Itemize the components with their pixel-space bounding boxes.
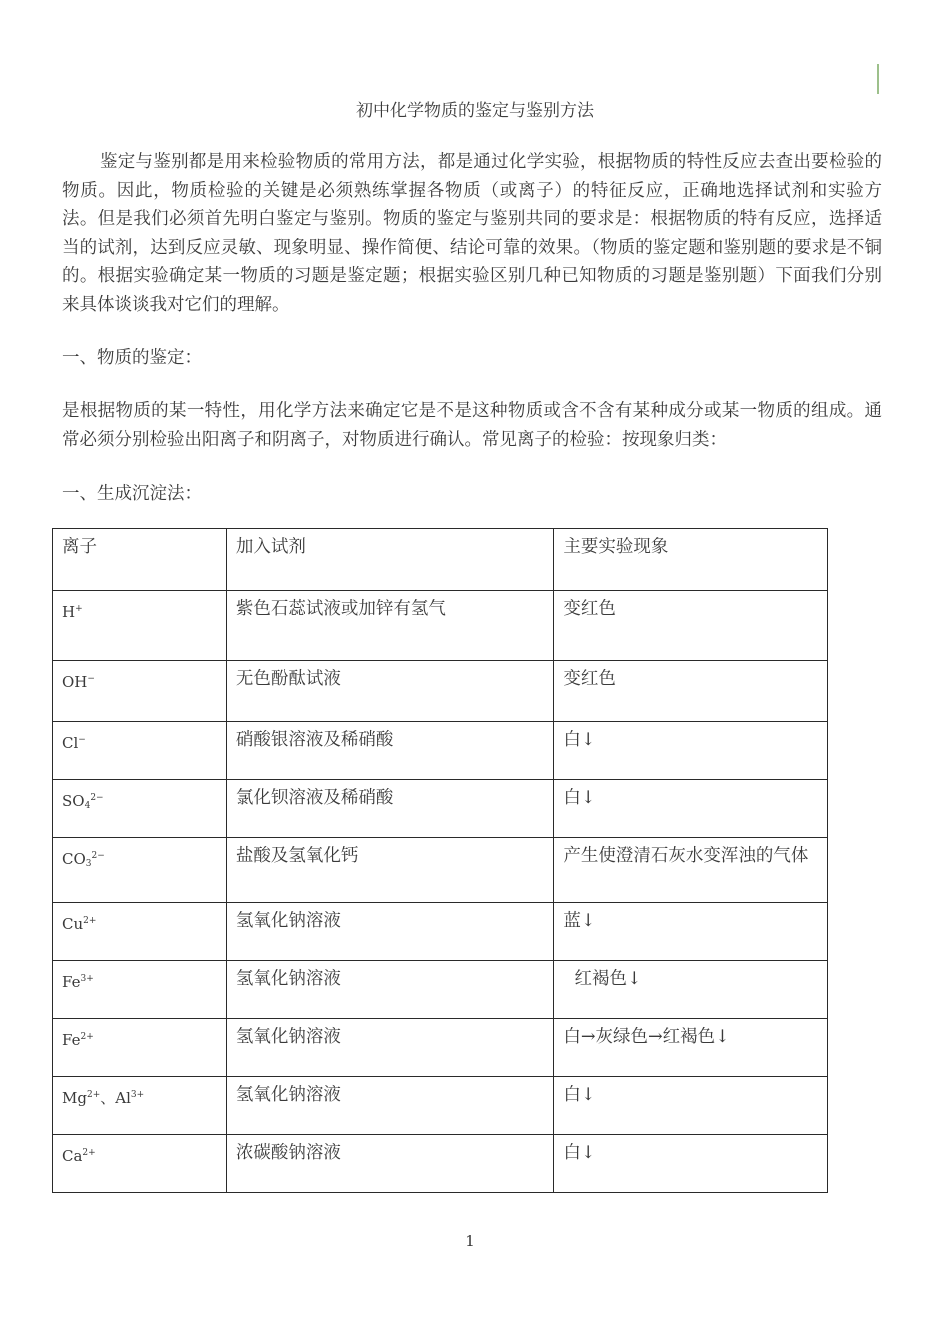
section-heading-identification: 一、物质的鉴定： bbox=[62, 348, 202, 368]
reagent-cell: 浓碳酸钠溶液 bbox=[226, 1135, 554, 1193]
ion-ion-base: Ca bbox=[62, 1147, 83, 1165]
ion-cell bbox=[53, 722, 227, 780]
ion-ion-sup: + bbox=[75, 604, 83, 614]
phenomenon-cell: 变红色 bbox=[554, 591, 828, 661]
ion-formula bbox=[62, 973, 94, 991]
phenomenon-cell: 产生使澄清石灰水变浑浊的气体 bbox=[554, 838, 828, 903]
phenomenon-cell: 变红色 bbox=[554, 661, 828, 722]
reagent-cell: 氢氧化钠溶液 bbox=[226, 961, 554, 1019]
ion-ion-sup: − bbox=[87, 674, 95, 684]
ion-formula bbox=[62, 734, 86, 752]
ion-formula bbox=[62, 1031, 94, 1049]
section-body-identification: 是根据物质的某一特性，用化学方法来确定它是不是这种物质或含不含有某种成分或某一物质的组成。通常必须分别检验出阳离子和阴离子，对物质进行确认。常见离子的检验：按现象归类： bbox=[62, 401, 882, 450]
ion-ion-sup: 3+ bbox=[80, 974, 94, 984]
ion-ion-base2: 、Al bbox=[100, 1089, 131, 1107]
phenomenon-cell: 红褐色↓ bbox=[554, 961, 828, 1019]
ion-ion-base: Fe bbox=[62, 1031, 81, 1049]
ion-formula bbox=[62, 915, 96, 933]
ion-ion-sup2: 3+ bbox=[130, 1090, 145, 1100]
ion-cell bbox=[53, 1077, 227, 1135]
table-row bbox=[53, 1019, 828, 1077]
table-row bbox=[53, 1077, 828, 1135]
section-heading-precipitation: 一、生成沉淀法： bbox=[62, 484, 202, 504]
ion-cell bbox=[53, 903, 227, 961]
ion-ion-base: OH bbox=[62, 673, 88, 691]
table-row bbox=[53, 838, 828, 903]
ion-ion-base: Mg bbox=[62, 1089, 87, 1107]
table-header-row bbox=[53, 529, 828, 591]
ion-ion-sup: 2+ bbox=[82, 1148, 96, 1158]
phenomenon-cell: 白↓ bbox=[554, 1135, 828, 1193]
ion-formula bbox=[62, 1147, 96, 1165]
table-row bbox=[53, 661, 828, 722]
ion-ion-sup: − bbox=[78, 735, 86, 745]
phenomenon-cell: 白↓ bbox=[554, 1077, 828, 1135]
ion-cell bbox=[53, 1135, 227, 1193]
ion-ion-sup: 2− bbox=[91, 851, 105, 861]
ion-ion-sub: 3 bbox=[85, 859, 92, 869]
header-reagent: 加入试剂 bbox=[226, 529, 554, 591]
ion-formula bbox=[62, 792, 104, 810]
ion-ion-base: SO bbox=[62, 792, 85, 810]
table-row bbox=[53, 722, 828, 780]
ion-cell bbox=[53, 780, 227, 838]
ion-formula bbox=[62, 1089, 144, 1107]
reagent-cell: 无色酚酞试液 bbox=[226, 661, 554, 722]
phenomenon-cell: 蓝↓ bbox=[554, 903, 828, 961]
ion-formula bbox=[62, 673, 95, 691]
table-row bbox=[53, 780, 828, 838]
reagent-cell: 氯化钡溶液及稀硝酸 bbox=[226, 780, 554, 838]
ion-ion-base: Cl bbox=[62, 734, 79, 752]
table-row bbox=[53, 961, 828, 1019]
reagent-cell: 盐酸及氢氧化钙 bbox=[226, 838, 554, 903]
ion-ion-sup: 2+ bbox=[86, 1090, 101, 1100]
ion-ion-base: Cu bbox=[62, 915, 84, 933]
table-row bbox=[53, 1135, 828, 1193]
ion-ion-sup: 2− bbox=[90, 793, 104, 803]
phenomenon-cell: 白↓ bbox=[554, 780, 828, 838]
ion-formula bbox=[62, 603, 83, 621]
ion-cell bbox=[53, 838, 227, 903]
document-title: 初中化学物质的鉴定与鉴别方法 bbox=[356, 101, 594, 121]
ion-ion-base: CO bbox=[62, 850, 86, 868]
ion-ion-sup: 2+ bbox=[83, 916, 97, 926]
reagent-cell: 紫色石蕊试液或加锌有氢气 bbox=[226, 591, 554, 661]
intro-paragraph: 鉴定与鉴别都是用来检验物质的常用方法，都是通过化学实验，根据物质的特性反应去查出要检验的物质。因此，物质检验的关键是必须熟练掌握各物质（或离子）的特征反应，正确地选择试剂和实验方法。但是我们必须首先明白鉴定与鉴别。物质的鉴定与鉴别共同的要求是：根据物质的特有反应，选择适当的试剂，达到反应灵敏、现象明显、操作简便、结论可靠的效果。（物质的鉴定题和鉴别题的要求是不铜的。根据实验确定某一物质的习题是鉴定题；根据实验区别几种已知物质的习题是鉴别题）下面我们分别来具体谈谈我对它们的理解。 bbox=[62, 152, 882, 315]
ion-cell bbox=[53, 1019, 227, 1077]
ion-cell bbox=[53, 661, 227, 722]
ion-ion-sup: 2+ bbox=[80, 1032, 94, 1042]
reagent-cell: 氢氧化钠溶液 bbox=[226, 1019, 554, 1077]
ion-cell bbox=[53, 961, 227, 1019]
reagent-cell: 氢氧化钠溶液 bbox=[226, 903, 554, 961]
ion-test-table bbox=[52, 528, 828, 1193]
ion-formula bbox=[62, 850, 105, 868]
ion-ion-sub: 4 bbox=[84, 801, 91, 811]
phenomenon-cell: 白→灰绿色→红褐色↓ bbox=[554, 1019, 828, 1077]
header-phenomenon: 主要实验现象 bbox=[554, 529, 828, 591]
table-row bbox=[53, 903, 828, 961]
ion-cell bbox=[53, 591, 227, 661]
phenomenon-cell: 白↓ bbox=[554, 722, 828, 780]
reagent-cell: 氢氧化钠溶液 bbox=[226, 1077, 554, 1135]
ion-ion-base: Fe bbox=[62, 973, 81, 991]
ion-ion-base: H bbox=[62, 603, 76, 621]
page-number: 1 bbox=[465, 1232, 475, 1250]
header-margin-mark bbox=[877, 64, 879, 94]
table-row bbox=[53, 591, 828, 661]
header-ion: 离子 bbox=[53, 529, 227, 591]
reagent-cell: 硝酸银溶液及稀硝酸 bbox=[226, 722, 554, 780]
